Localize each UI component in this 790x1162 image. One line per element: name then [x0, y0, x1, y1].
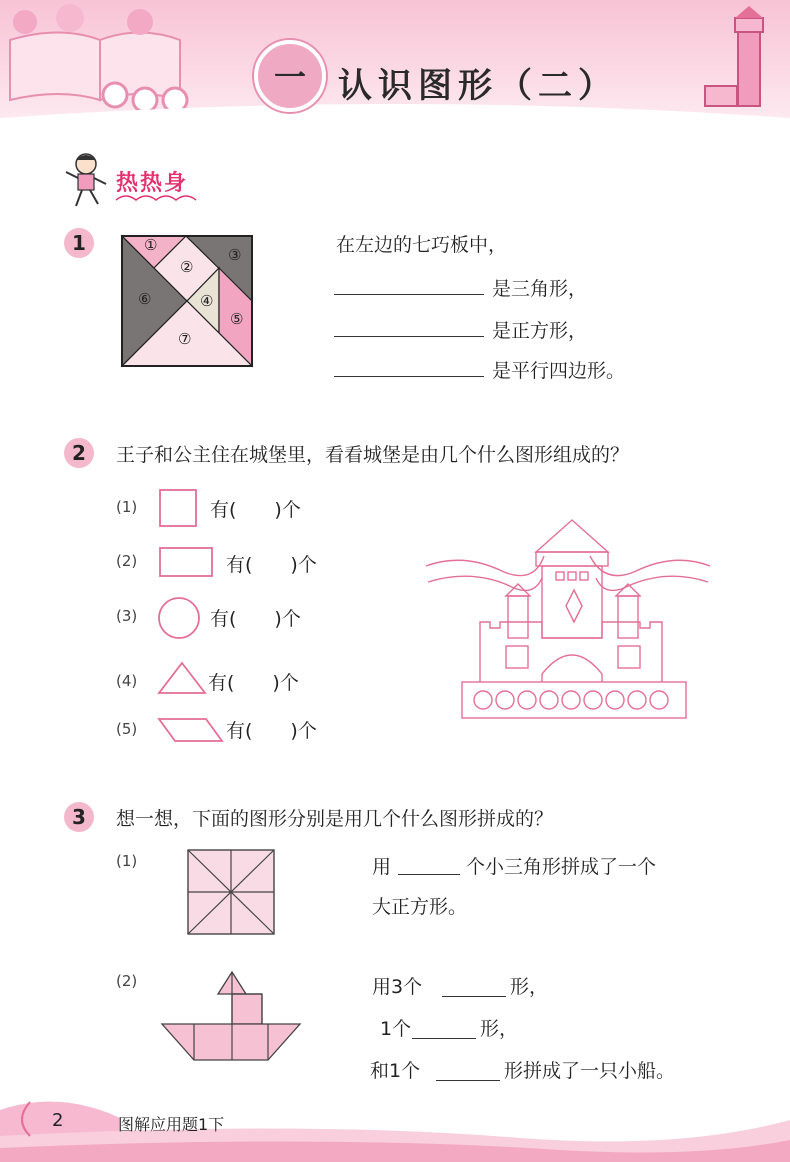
q2-item-label-2: (2) [116, 552, 138, 570]
q2-item-label-3: (3) [116, 607, 138, 625]
triangle-shape-icon [156, 660, 208, 696]
q1-line-3: 是平行四边形。 [492, 360, 626, 382]
book-title: 图解应用题1下 [118, 1115, 225, 1134]
q1-intro: 在左边的七巧板中， [336, 234, 508, 256]
question-number-1: 1 [64, 228, 94, 258]
q3-p1-line2: 大正方形。 [372, 896, 468, 918]
q3-question: 想一想，下面的图形分别是用几个什么图形拼成的？ [116, 808, 554, 830]
q3-p2-line3-end: 形拼成了一只小船。 [504, 1060, 676, 1082]
square-of-triangles-figure [186, 848, 278, 938]
piece-label-6: ⑥ [138, 290, 152, 308]
piece-label-2: ② [180, 258, 194, 276]
q3-p2-blank-1[interactable] [442, 996, 506, 997]
piece-label-1: ① [144, 236, 158, 254]
q3-p1-line1-start: 用 [372, 856, 392, 878]
q2-item-text-5[interactable]: 有( )个 [226, 720, 317, 742]
boat-figure [160, 968, 302, 1068]
q3-p2-line3-start: 和1个 [370, 1060, 421, 1082]
square-shape-icon [158, 488, 200, 530]
q3-p2-line2-end: 形， [480, 1018, 519, 1040]
q3-p2-line2-start: 1个 [380, 1018, 412, 1040]
q2-item-label-4: (4) [116, 672, 138, 690]
boy-mascot-icon [62, 150, 112, 210]
circle-shape-icon [156, 595, 202, 641]
q2-item-text-1[interactable]: 有( )个 [210, 499, 301, 521]
q3-p2-blank-3[interactable] [436, 1080, 500, 1081]
q3-p2-line1-end: 形， [510, 976, 549, 998]
q2-item-label-5: (5) [116, 720, 138, 738]
question-number-2: 2 [64, 438, 94, 468]
rectangle-shape-icon [158, 546, 216, 578]
q2-item-text-4[interactable]: 有( )个 [208, 672, 299, 694]
q3-part-label-2: (2) [116, 972, 138, 990]
piece-label-7: ⑦ [178, 330, 192, 348]
page-number: 2 [52, 1110, 64, 1131]
warmup-underline [114, 192, 204, 204]
piece-label-5: ⑤ [230, 310, 244, 328]
warmup-heading: 热热身 [116, 171, 189, 196]
piece-label-4: ④ [200, 292, 214, 310]
chapter-number: 一 [273, 58, 306, 96]
castle-figure [424, 516, 714, 722]
q2-item-text-3[interactable]: 有( )个 [210, 608, 301, 630]
q3-p1-line1-end: 个小三角形拼成了一个 [466, 856, 657, 878]
q1-answer-blank-1[interactable] [334, 294, 484, 295]
q3-p2-line1-start: 用3个 [372, 976, 423, 998]
q1-line-2: 是正方形， [492, 320, 588, 342]
q2-item-label-1: (1) [116, 498, 138, 516]
piece-label-3: ③ [228, 246, 242, 264]
question-number-3: 3 [64, 802, 94, 832]
page-title: 认识图形（二） [338, 66, 618, 106]
q2-question: 王子和公主住在城堡里，看看城堡是由几个什么图形组成的？ [116, 444, 630, 466]
q3-part-label-1: (1) [116, 852, 138, 870]
q1-answer-blank-2[interactable] [334, 336, 484, 337]
q1-line-1: 是三角形， [492, 278, 588, 300]
q3-p1-blank[interactable] [398, 874, 460, 875]
parallelogram-shape-icon [156, 716, 226, 744]
q1-answer-blank-3[interactable] [334, 376, 484, 377]
q2-item-text-2[interactable]: 有( )个 [226, 554, 317, 576]
q3-p2-blank-2[interactable] [412, 1038, 476, 1039]
